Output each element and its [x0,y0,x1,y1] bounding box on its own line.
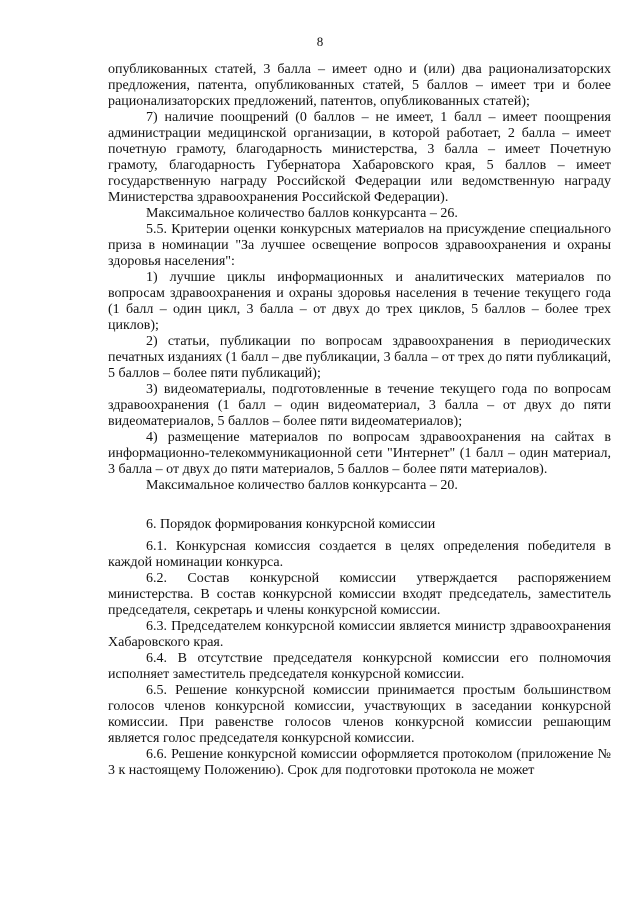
document-body [108,62,611,779]
paragraph-6-1: 6.1. Конкурсная комиссия создается в целях определения победителя в каждой номинации конкурса. [108,539,611,570]
paragraph-criteria-6-continued: опубликованных статей, 3 балла – имеет одно и (или) два рационализаторских предложения, патента, опубликованных статей, 5 баллов – имеет три и более рационализаторских предложений, патентов, опубликованных статей); [108,62,611,109]
paragraph-special-4-internet: 4) размещение материалов по вопросам здравоохранения на сайтах в информационно-телекоммуникационной сети "Интернет" (1 балл – один материал, 3 балла – от двух до пяти материалов, 5 баллов – более пяти материалов). [108,430,611,477]
paragraph-6-5: 6.5. Решение конкурсной комиссии принимается простым большинством голосов членов конкурсной комиссии, участвующих в заседании конкурсной комиссии. При равенстве голосов членов конкурсной комиссии решающим является голос председателя конкурсной комиссии. [108,683,611,746]
paragraph-6-6: 6.6. Решение конкурсной комиссии оформляется протоколом (приложение № 3 к настоящему Положению). Срок для подготовки протокола не может [108,747,611,778]
paragraph-max-score-26: Максимальное количество баллов конкурсанта – 26. [146,206,458,221]
paragraph-6-2: 6.2. Состав конкурсной комиссии утверждается распоряжением министерства. В состав конкурсной комиссии входят председатель, заместитель председателя, секретарь и члены конкурсной комиссии. [108,571,611,618]
section-heading-6: 6. Порядок формирования конкурсной комиссии [146,517,436,532]
paragraph-6-4: 6.4. В отсутствие председателя конкурсной комиссии его полномочия исполняет заместитель председателя конкурсной комиссии. [108,651,611,682]
paragraph-special-1-cycles: 1) лучшие циклы информационных и аналитических материалов по вопросам здравоохранения и охраны здоровья населения в течение текущего года (1 балл – один цикл, 3 балла – от двух до трех циклов, 5 баллов – более трех циклов); [108,270,611,333]
paragraph-special-3-video: 3) видеоматериалы, подготовленные в течение текущего года по вопросам здравоохранения (1 балл – один видеоматериал, 3 балла – от двух до пяти видеоматериалов, 5 баллов – более пяти видеоматериалов); [108,382,611,429]
paragraph-max-score-20: Максимальное количество баллов конкурсанта – 20. [146,478,458,493]
paragraph-5-5-special-prize: 5.5. Критерии оценки конкурсных материалов на присуждение специального приза в номинации "За лучшее освещение вопросов здравоохранения и охраны здоровья населения": [108,222,611,269]
paragraph-special-2-articles: 2) статьи, публикации по вопросам здравоохранения в периодических печатных изданиях (1 балл – две публикации, 3 балла – от трех до пяти публикаций, 5 баллов – более пяти публикаций); [108,334,612,381]
paragraph-6-3: 6.3. Председателем конкурсной комиссии является министр здравоохранения Хабаровского края. [108,619,611,650]
paragraph-criteria-7-awards: 7) наличие поощрений (0 баллов – не имеет, 1 балл – имеет поощрения администрации медицинской организации, в которой работает, 2 балла – имеет почетную грамоту, благодарность министерства, 3 балла – имеет Почетную грамоту, благодарность Губернатора Хабаровского края, 5 баллов – имеет государственную награду Российской Федерации или ведомственную награду Министерства здравоохранения Российской Федерации). [108,110,611,205]
page-number: 8 [316,34,324,49]
section-spacer [108,494,611,517]
